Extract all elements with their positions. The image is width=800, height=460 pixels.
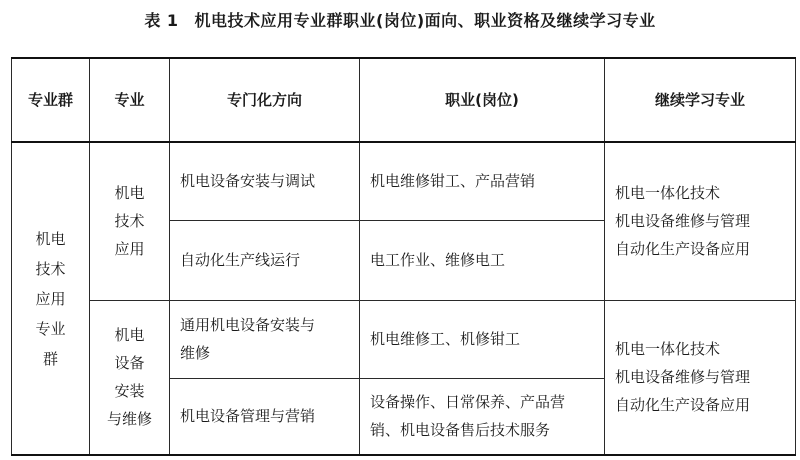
occupation-line: 设备操作、日常保养、产品营 [370, 393, 566, 412]
direction-cell [170, 220, 360, 300]
further-study-cell-1 [605, 142, 796, 300]
direction-cell [170, 378, 360, 455]
further-line: 机电一体化技术 [615, 184, 721, 203]
occupation-line: 机电维修工、机修钳工 [370, 330, 521, 348]
occupation-cell [360, 142, 605, 220]
occupation-line: 电工作业、维修电工 [370, 251, 506, 269]
group-line: 机电 [35, 229, 66, 248]
group-cell [12, 142, 90, 455]
table-row [12, 300, 796, 378]
direction-cell [170, 300, 360, 378]
occupation-line: 机电维修钳工、产品营销 [370, 172, 536, 191]
major-line: 安装 [114, 382, 145, 401]
direction-cell [170, 142, 360, 220]
occupation-cell [360, 378, 605, 455]
major-line: 与维修 [106, 410, 152, 429]
header-occupation: 职业(岗位) [360, 58, 605, 142]
further-line: 机电设备维修与管理 [615, 368, 751, 387]
direction-line: 机电设备安装与调试 [180, 172, 316, 191]
direction-line: 维修 [180, 344, 211, 362]
further-line: 自动化生产设备应用 [615, 240, 751, 259]
header-direction: 专门化方向 [170, 58, 360, 142]
header-group: 专业群 [12, 58, 90, 142]
further-line: 机电设备维修与管理 [615, 212, 751, 231]
occupation-cell [360, 220, 605, 300]
major-line: 技术 [114, 212, 145, 231]
further-line: 机电一体化技术 [615, 340, 721, 359]
major-cell-1 [90, 142, 170, 300]
table-caption [0, 8, 800, 31]
occupation-line: 销、机电设备售后技术服务 [370, 421, 551, 440]
major-line: 机电 [114, 326, 145, 345]
major-line: 设备 [114, 354, 145, 373]
direction-line: 机电设备管理与营销 [180, 407, 316, 426]
major-cell-2 [90, 300, 170, 455]
group-line: 专业 [35, 319, 66, 338]
major-group-table [11, 57, 796, 456]
direction-line: 自动化生产线运行 [180, 251, 301, 269]
major-line: 机电 [114, 184, 145, 203]
group-line: 群 [42, 349, 58, 368]
further-line: 自动化生产设备应用 [615, 396, 751, 415]
further-study-cell-2 [605, 300, 796, 455]
header-further-study: 继续学习专业 [605, 58, 796, 142]
group-line: 应用 [35, 289, 66, 308]
direction-line: 通用机电设备安装与 [180, 316, 316, 334]
header-major: 专业 [90, 58, 170, 142]
table-row [12, 142, 796, 220]
header-row [12, 58, 796, 142]
group-line: 技术 [35, 259, 66, 278]
table-title: 机电技术应用专业群职业(岗位)面向、职业资格及继续学习专业 [194, 11, 656, 30]
table-number: 表 1 [144, 11, 179, 30]
major-line: 应用 [114, 240, 145, 259]
occupation-cell [360, 300, 605, 378]
